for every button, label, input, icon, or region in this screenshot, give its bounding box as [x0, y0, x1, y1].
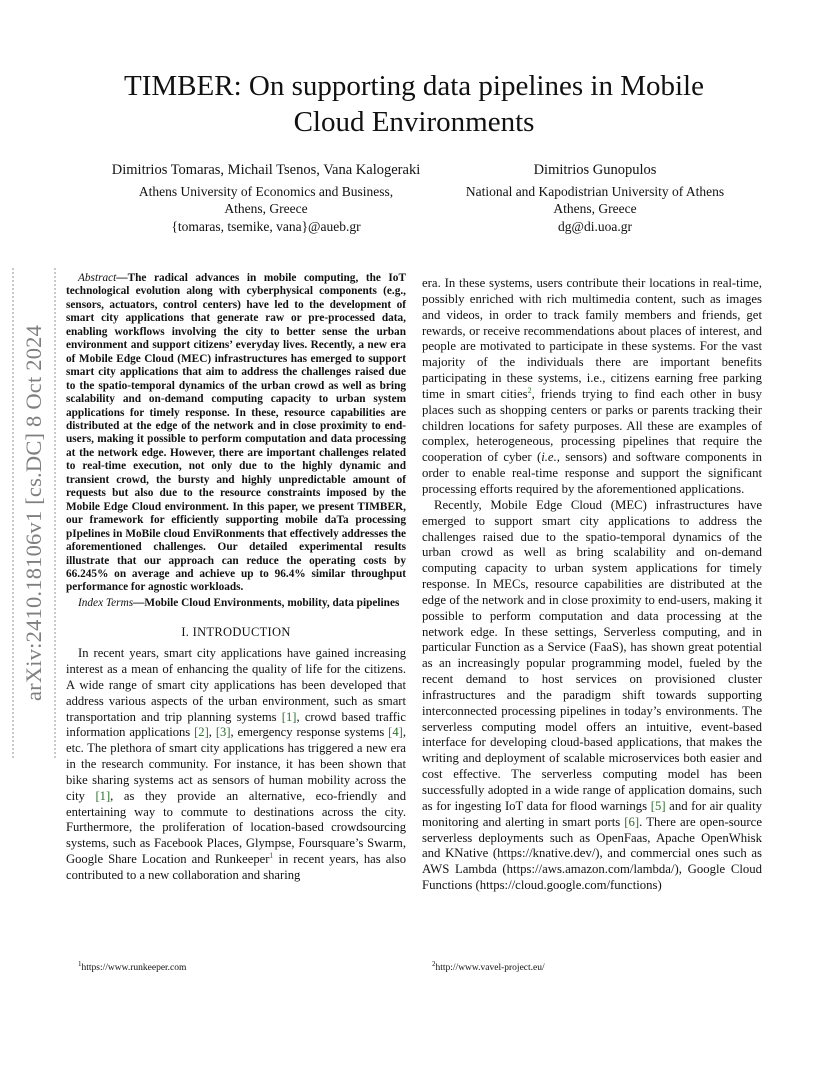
text-run: in recent years, has also contributed to a new collaboration and sharing — [66, 852, 406, 882]
footnote-number: 1 — [78, 960, 82, 968]
intro-paragraph-3 — [422, 498, 762, 894]
citation-link[interactable]: [1] — [281, 709, 297, 724]
section-heading: I. INTRODUCTION — [181, 625, 291, 640]
text-run: era. In these systems, users contribute their locations in real-time, possibly enriched with rich multimedia content, such as images and videos, in order to track family members and friends, get rewards, or receive recommendations about places of interest, and people are motivated to participate in these systems. For the vast majority of the individuals there are important benefits participating in these systems, i.e., citizens earning free parking time in smart cities — [422, 276, 762, 401]
footnote-text: http://www.vavel-project.eu/ — [435, 963, 545, 974]
author-names: Dimitrios Tomaras, Michail Tsenos, Vana Kalogeraki — [111, 162, 421, 178]
text-run-italic: i.e., — [541, 450, 560, 465]
title-line-2: Cloud Environments — [293, 106, 535, 138]
index-terms — [66, 597, 406, 610]
abstract-text: —The radical advances in mobile computing, the IoT technological evolution along with cyberphysical components (e.g., sensors, actuators, control centers) have led to the development of smart city applications that generate raw or pre-processed data, enabling workflows involving the city to better sense the urban environment and support citizens’ everyday lives. Recently, a new era of Mobile Edge Cloud (MEC) infrastructures has emerged to support smart city applications that aim to address the challenges raised due to the spatio-temporal dynamics of the urban crowd as well as bring scalability and on-demand computing capacity to urban system applications for timely response. In these, resource capabilities are distributed at the edge of the network and in close proximity to end-users, making it possible to perform computation and data processing at the network edge. However, there are important challenges related to real-time execution, not only due to the highly dynamic and transient crowd, the bursty and highly unpredictable amount of requests but also due to the resource constraints imposed by the Mobile Edge Cloud environment. In this paper, we present TIMBER, our framework for efficiently supporting mobile daTa processing pIpelines in MoBile cloud EnviRonments that effectively addresses the aforementioned challenges. Our detailed experimental results illustrate that our approach can reduce the operating costs by 66.245% on average and achieve up to 96.4% similar throughput performance for agnostic workloads. — [66, 272, 406, 594]
intro-paragraph-1 — [66, 646, 406, 884]
text-run: In recent years, smart city applications have gained increasing interest as a mean of enhancing the quality of life for the citizens. A wide range of smart city applications has been developed that address various aspects of the urban environment, such as smart transportation and trip planning systems — [66, 646, 406, 724]
text-run: Recently, Mobile Edge Cloud (MEC) infrastructures have emerged to support smart city applications to address the challenges raised due to the spatio-temporal dynamics of the urban crowd as well as bring scalability and on-demand computing capacity to urban system applications for timely response. In MECs, resource capabilities are distributed at the edge of the network and in close proximity to end-users, making it possible to perform computation and data processing at the network edge. In these settings, Serverless computing, and in particular Function as a Service (FaaS), has shown great potential as an increasingly popular programming model, fueled by the recent demand to host services on provisioned cluster infrastructures and the paradigm shift towards supporting interconnected processing pipelines in today’s environments. The serverless computing model offers an intuitive, event-based interface for developing cloud-based applications, that makes the writing and deployment of scalable microservices both easier and cost effective. The serverless computing model has been successfully adopted in a wide range of application domains, such as for ingesting IoT data for flood warnings — [422, 497, 762, 813]
footnote-mark[interactable]: 1 — [269, 850, 274, 860]
citation-link[interactable]: [6] — [624, 814, 640, 829]
arxiv-stamp — [12, 268, 56, 758]
text-run: , — [208, 725, 216, 740]
footnote-mark[interactable]: 2 — [527, 385, 532, 395]
citation-link[interactable]: [4] — [388, 725, 403, 740]
right-column — [422, 276, 762, 894]
footnote-text: https://www.runkeeper.com — [81, 963, 187, 974]
text-run: , crowd based traffic information applications — [66, 709, 406, 740]
citation-link[interactable]: [1] — [95, 788, 111, 803]
abstract-lead: Abstract — [78, 272, 117, 284]
text-run: , etc. The plethora of smart city applications has triggered a new era in the research community. For instance, it has been shown that bike sharing systems act as sensors of human mobility across the city — [66, 725, 407, 803]
author-location: Athens, Greece — [224, 201, 308, 216]
paper-title — [60, 68, 768, 140]
author-affiliation: National and Kapodistrian University of Athens — [465, 183, 725, 199]
footnote-2 — [432, 960, 545, 973]
footnote-number: 2 — [432, 960, 436, 968]
index-terms-lead: Index Terms — [78, 596, 134, 609]
citation-link[interactable]: [2] — [194, 725, 209, 740]
text-run: sensors) and software components in order to enable real-time response and support the significant processing efforts required by the aforementioned applications. — [422, 450, 762, 496]
title-line-1: TIMBER: On supporting data pipelines in Mobile — [124, 70, 704, 102]
arxiv-stamp-text: arXiv:2410.18106v1 [cs.DC] 8 Oct 2024 — [21, 324, 47, 702]
author-email: {tomaras, tsemike, vana}@aueb.gr — [171, 218, 361, 234]
text-run: , as they provide an alternative, eco-friendly and entertaining way to commute to destinations across the city. Furthermore, the proliferation of location-based crowdsourcing systems, such as Facebook Places, Glympse, Foursquare’s Swarm, Google Share Location and Runkeeper — [66, 788, 406, 867]
author-block-2 — [456, 162, 734, 235]
text-run: and for air quality monitoring and alerting in smart ports — [422, 798, 762, 829]
text-run: , friends trying to find each other in busy places such as shopping centers or parks or parents tracking their children locations for safety purposes. All these are examples of complex, heterogeneous, processing pipelines that require the cooperation of cyber ( — [422, 386, 762, 465]
author-names: Dimitrios Gunopulos — [533, 162, 657, 178]
author-block-1 — [96, 162, 436, 235]
intro-paragraph-2 — [422, 276, 762, 498]
citation-link[interactable]: [3] — [215, 725, 231, 740]
footnote-1 — [78, 960, 186, 973]
text-run: , emergency response systems — [230, 725, 389, 740]
left-column — [66, 272, 406, 884]
abstract — [66, 272, 406, 595]
citation-link[interactable]: [5] — [650, 798, 666, 813]
index-terms-text: —Mobile Cloud Environments, mobility, data pipelines — [133, 596, 400, 609]
author-affiliation: Athens University of Economics and Business, — [138, 183, 394, 199]
text-run: . There are open-source serverless deployments such as OpenFaas, Apache OpenWhisk and KNative (https://knative.dev/), and commercial ones such as AWS Lambda (https://aws.amazon.com/lambda/), Google Cloud Functions (https://cloud.google.com/functions) — [422, 814, 762, 893]
author-location: Athens, Greece — [553, 201, 637, 216]
author-email: dg@di.uoa.gr — [558, 218, 632, 234]
